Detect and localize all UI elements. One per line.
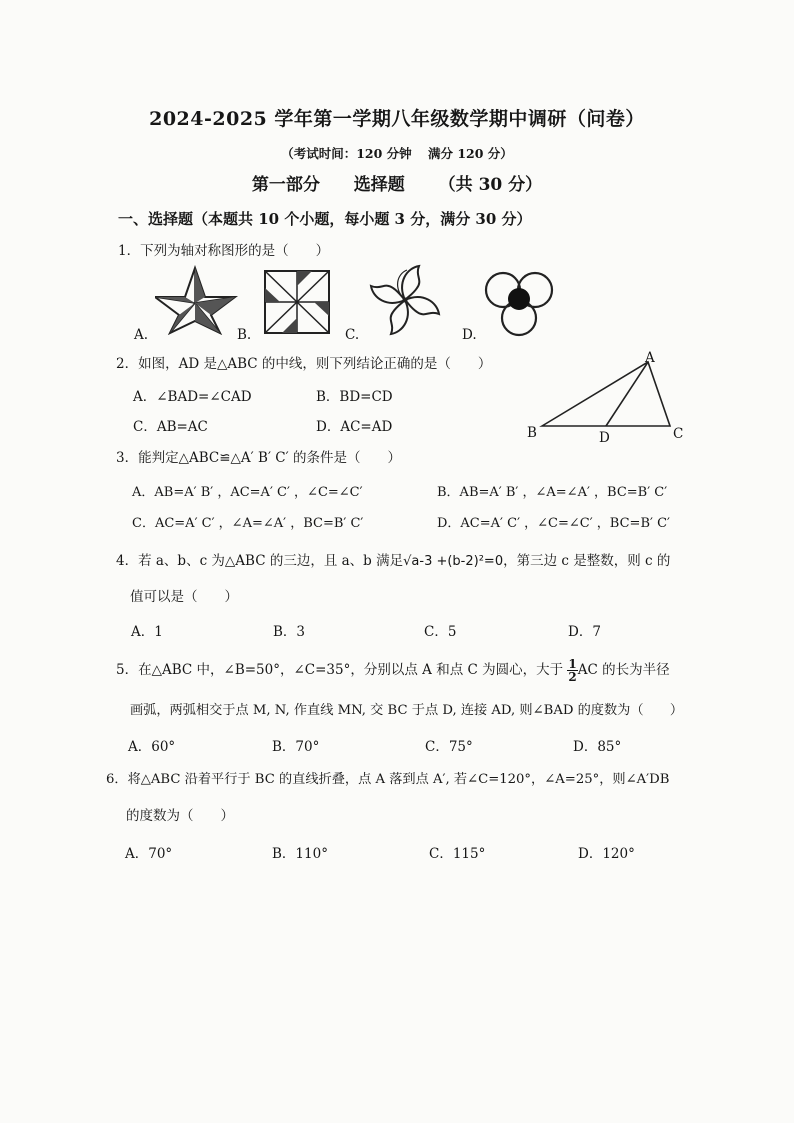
q6-option-b: B．110° (272, 846, 328, 862)
figure-star (155, 265, 245, 335)
q4-option-a: A．1 (131, 624, 163, 640)
q1-label-a: A. (134, 327, 149, 343)
question-4-line1 (116, 549, 670, 569)
q5-option-d: D．85° (573, 739, 622, 755)
q2-option-a: A．∠BAD=∠CAD (133, 389, 252, 405)
question-5-line1 (116, 658, 670, 683)
section-heading: 一、选择题（本题共 10 个小题，每小题 3 分，满分 30 分） (118, 210, 532, 228)
q4-stem-a: 4．若 a、b、c 为△ABC 的三边，且 a、b 满足 (116, 553, 404, 569)
q1-label-c: C. (345, 327, 360, 343)
exam-time: （考试时间：120 分钟 (281, 146, 412, 161)
figure-propeller (483, 268, 555, 338)
q3-option-d: D．AC=A′ C′ ，∠C=∠C′ ，BC=B′ C′ (437, 516, 670, 531)
question-4-line2: 值可以是（ ） (130, 589, 238, 605)
q5-option-c: C．75° (425, 739, 473, 755)
q4-option-b: B．3 (273, 624, 306, 640)
q5-frac-denominator: 2 (568, 670, 577, 684)
question-5-line2: 画弧，两弧相交于点 M, N, 作直线 MN, 交 BC 于点 D, 连接 AD, 则∠BAD 的度数为（ ） (130, 703, 684, 718)
question-2-stem: 2．如图，AD 是△ABC 的中线，则下列结论正确的是（ ） (116, 356, 492, 372)
fig-label-c: C (673, 426, 684, 442)
q1-label-b: B. (237, 327, 252, 343)
q4-handwritten-expression: √a-3 +(b-2)²=0 (403, 554, 504, 569)
exam-info (0, 144, 794, 162)
q5-option-a: A．60° (128, 739, 176, 755)
q2-option-c: C．AB=AC (133, 419, 208, 435)
part-type: 选择题 (353, 175, 405, 195)
q6-option-a: A．70° (125, 846, 173, 862)
q2-option-b: B．BD=CD (316, 389, 393, 405)
q5-fraction (567, 658, 577, 683)
q4-option-c: C．5 (424, 624, 457, 640)
figure-pinwheel (262, 268, 334, 336)
q6-option-c: C．115° (429, 846, 486, 862)
part-heading (0, 170, 794, 195)
fig-label-d: D (599, 430, 610, 446)
page-title: 2024-2025 学年第一学期八年级数学期中调研（问卷） (149, 108, 645, 130)
figure-bauhinia (367, 262, 443, 340)
question-6-line1: 6．将△ABC 沿着平行于 BC 的直线折叠，点 A 落到点 A′, 若∠C=120°，∠A=25°，则∠A′DB (106, 772, 670, 787)
q3-option-a: A．AB=A′ B′ ，AC=A′ C′ ，∠C=∠C′ (132, 485, 363, 500)
q5-text-b: AC 的长为半径 (577, 662, 670, 678)
q5-text-a: 5．在△ABC 中，∠B=50°，∠C=35°，分别以点 A 和点 C 为圆心，大于 (116, 662, 564, 678)
q4-option-d: D．7 (568, 624, 601, 640)
part-total: （共 30 分） (438, 175, 543, 195)
q2-option-d: D．AC=AD (316, 419, 393, 435)
question-1-stem: 1．下列为轴对称图形的是（ ） (118, 243, 330, 259)
fig-label-a: A (645, 350, 655, 366)
part-name: 第一部分 (251, 175, 320, 195)
q5-frac-numerator: 1 (568, 657, 577, 671)
q6-option-d: D．120° (578, 846, 635, 862)
exam-score: 满分 120 分） (428, 146, 513, 161)
q3-option-c: C．AC=A′ C′ ，∠A=∠A′ ，BC=B′ C′ (132, 516, 364, 531)
q3-option-b: B．AB=A′ B′ ，∠A=∠A′ ，BC=B′ C′ (437, 485, 668, 500)
question-3-stem: 3．能判定△ABC≌△A′ B′ C′ 的条件是（ ） (116, 450, 401, 466)
q5-option-b: B．70° (272, 739, 320, 755)
fig-label-b: B (527, 425, 537, 441)
q1-label-d: D. (462, 327, 477, 343)
question-6-line2: 的度数为（ ） (126, 808, 234, 824)
q4-stem-b: ，第三边 c 是整数，则 c 的 (503, 553, 671, 569)
